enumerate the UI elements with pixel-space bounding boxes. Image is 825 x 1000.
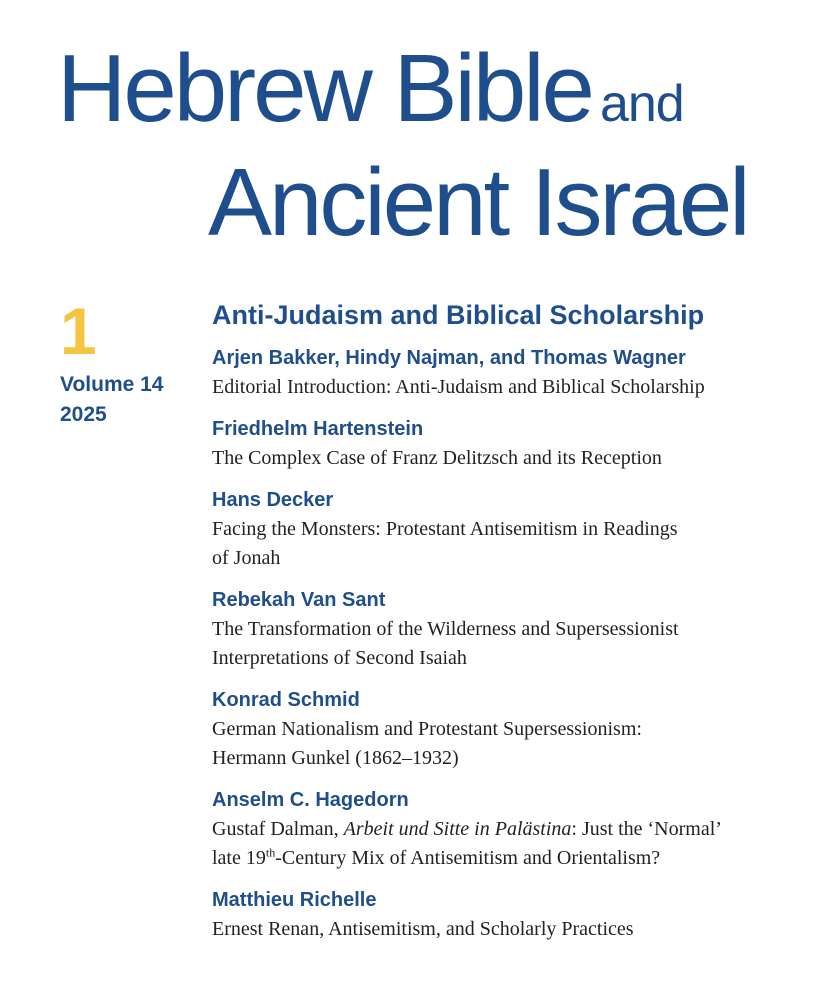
article-title-line: of Jonah bbox=[212, 547, 281, 569]
article-entry bbox=[212, 886, 812, 944]
article-title bbox=[212, 515, 812, 573]
article-entry bbox=[212, 786, 812, 873]
article-entry bbox=[212, 686, 812, 773]
article-title: Ernest Renan, Antisemitism, and Scholarly Practices bbox=[212, 918, 634, 940]
article-author: Rebekah Van Sant bbox=[212, 589, 386, 611]
article-entry bbox=[212, 586, 812, 673]
article-title bbox=[212, 615, 812, 673]
article-title-line bbox=[212, 844, 812, 873]
article-author: Matthieu Richelle bbox=[212, 889, 377, 911]
article-title bbox=[212, 715, 812, 773]
article-title-line: Interpretations of Second Isaiah bbox=[212, 647, 467, 669]
article-title-italic: Arbeit und Sitte in Palästina bbox=[343, 818, 572, 840]
article-title-line: Facing the Monsters: Protestant Antisemitism in Readings bbox=[212, 518, 678, 540]
article-title-text: Gustaf Dalman, bbox=[212, 818, 344, 840]
article-author: Friedhelm Hartenstein bbox=[212, 418, 424, 440]
journal-title-main: Hebrew Bible bbox=[57, 35, 592, 142]
article-title-line: The Transformation of the Wilderness and Supersessionist bbox=[212, 618, 679, 640]
article-title: Editorial Introduction: Anti-Judaism and Biblical Scholarship bbox=[212, 376, 705, 398]
issue-year: 2025 bbox=[60, 403, 107, 426]
journal-title-and: and bbox=[599, 75, 684, 133]
article-author: Anselm C. Hagedorn bbox=[212, 789, 409, 811]
article-title-line: German Nationalism and Protestant Supersessionism: bbox=[212, 718, 642, 740]
article-title-line: Hermann Gunkel (1862–1932) bbox=[212, 747, 459, 769]
issue-info bbox=[60, 296, 200, 430]
article-title-superscript: th bbox=[265, 845, 276, 860]
article-title bbox=[212, 815, 812, 873]
issue-number: 1 bbox=[60, 294, 97, 368]
article-title-line bbox=[212, 815, 812, 844]
article-entry bbox=[212, 344, 812, 402]
article-title-text: -Century Mix of Antisemitism and Orientalism? bbox=[275, 847, 661, 869]
issue-title: Anti-Judaism and Biblical Scholarship bbox=[212, 300, 705, 330]
article-title-text: : Just the ‘Normal’ bbox=[571, 818, 722, 840]
journal-title-line1 bbox=[57, 34, 684, 159]
issue-volume: Volume 14 bbox=[60, 373, 164, 396]
table-of-contents bbox=[212, 296, 812, 957]
article-author: Hans Decker bbox=[212, 489, 334, 511]
article-author: Konrad Schmid bbox=[212, 689, 360, 711]
article-entry bbox=[212, 486, 812, 573]
journal-title-line2: Ancient Israel bbox=[208, 149, 748, 256]
article-title-text: late 19 bbox=[212, 847, 266, 869]
article-title: The Complex Case of Franz Delitzsch and its Reception bbox=[212, 447, 662, 469]
article-entry bbox=[212, 415, 812, 473]
article-author: Arjen Bakker, Hindy Najman, and Thomas Wagner bbox=[212, 347, 686, 369]
